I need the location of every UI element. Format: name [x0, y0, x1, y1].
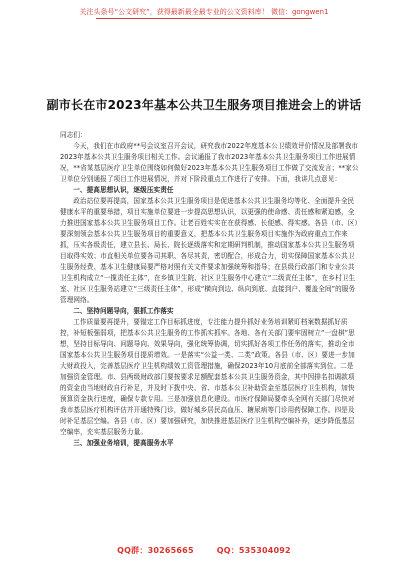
footer: [0, 545, 408, 556]
footer-qq-group: QQ群：30265665: [117, 546, 194, 555]
document-body: [60, 130, 360, 449]
top-banner: [0, 8, 408, 17]
banner-text: 关注头条号“公文研究”，获得最新最全最专业的公文资料库！ 微信：gongwen1: [79, 8, 329, 16]
document-title: 副市长在市2023年基本公共卫生服务项目推进会上的讲话: [46, 98, 362, 112]
section-2-paragraph: 工作质量要再提升，要锚定工作目标抓进度，专注能力提升抓好业务培训紧盯档案数据抓好质控，补短板强弱项，把基本公共卫生服务的工作抓实抓牢。各地、各有关部门要牢固树立“一盘棋”思想，坚持目标导向、问题导向、效果导向，强化统筹协调，切实抓好各项工作任务的落实，推动全市国家基本公共卫生服务项目提质增效。一是落实“公益一类、二类”政策。各县（市、区）要进一步加大财政投入，完善基层医疗卫生机构绩效工资管理措施，确保2023年10月底前全部落实到位。二是加强资金管理。市、县两级财政部门要按要求足额配套基本公共卫生服务资金，其中因排名扣调款项的资金由当地财政自行补足，并及时下拨中央、省、市基本公卫补助资金至基层医疗卫生机构，加快预算资金执行进度，确保专款专用。三是加强信息化建设。市医疗保障局要牵头全网有关部门尽快对我市基层医疗机构评估并开通特殊门诊，做好城乡居民高血压、糖尿病等门诊用药保障工作。四是及时补足基层空编。各县（市、区）要加强研究，加快推进基层医疗卫生机构空编补养，逐步降低基层空编率，充实基层服务力量。: [60, 318, 355, 436]
footer-qq: QQ：535304092: [216, 546, 291, 555]
banner-underline: [96, 18, 312, 19]
greeting: 同志们：: [60, 131, 87, 139]
section-heading-3: 三、加强业务培训，提高服务水平: [73, 439, 174, 447]
intro-paragraph: 今天，我们在市政府**号会议室召开会议，研究我市2022年度基本公卫绩效评价情况及部署我市2023年基本公共卫生服务项目相关工作。会议通报了我市2023年基本公共卫生服务项目工作进展情况，**省某基层医疗卫生单位围绕如何做好2023年基本公共卫生服务项目工作做了交流发言；**家公卫单位分别通报了项目工作进展情况，并对下阶段重点工作进行了安排。下面，我讲几点意见：: [60, 142, 359, 183]
section-1-paragraph: 政治站位要再提高，国家基本公共卫生服务项目是促进基本公共卫生服务均等化、全面提升全民健康水平的重要举措，项目实施单位要进一步提高思想认识，以更强的使命感、责任感和紧迫感，全力推进国家基本公共卫生服务项目工作。让老百姓实实在在获得感、长便感、得实感。各县（市、区）要深刻领会基本公共卫生服务项目的重要意义，把基本公共卫生服务项目实施作为政府重点工作来抓，压实各级责任，建立县长、局长、院长逐级落实和定期研判机制，推动国家基本公共卫生服务项目取得实效；市直相关单位要各司其职、各尽其责，密切配合，形成合力，切实保障国家基本公共卫生服务经费、基本卫生健康局要严格对照有关文件要求加强统筹和指导；在县级行政部门和专业公共卫生机构成立“一揽责任主体”，在乡镇卫生院、社区卫生服务中心建立“二级责任主体”，在乡村卫生室、社区卫生服务站建立“三级责任主体”，形成“横向到边、纵向到底、直接到户、覆盖全间”的服务管理网络。: [60, 197, 358, 304]
section-heading-1: 一、提高思想认识，逐级压实责任: [73, 186, 174, 194]
section-heading-2: 二、坚持问题导向，狠抓工作落实: [73, 307, 174, 315]
